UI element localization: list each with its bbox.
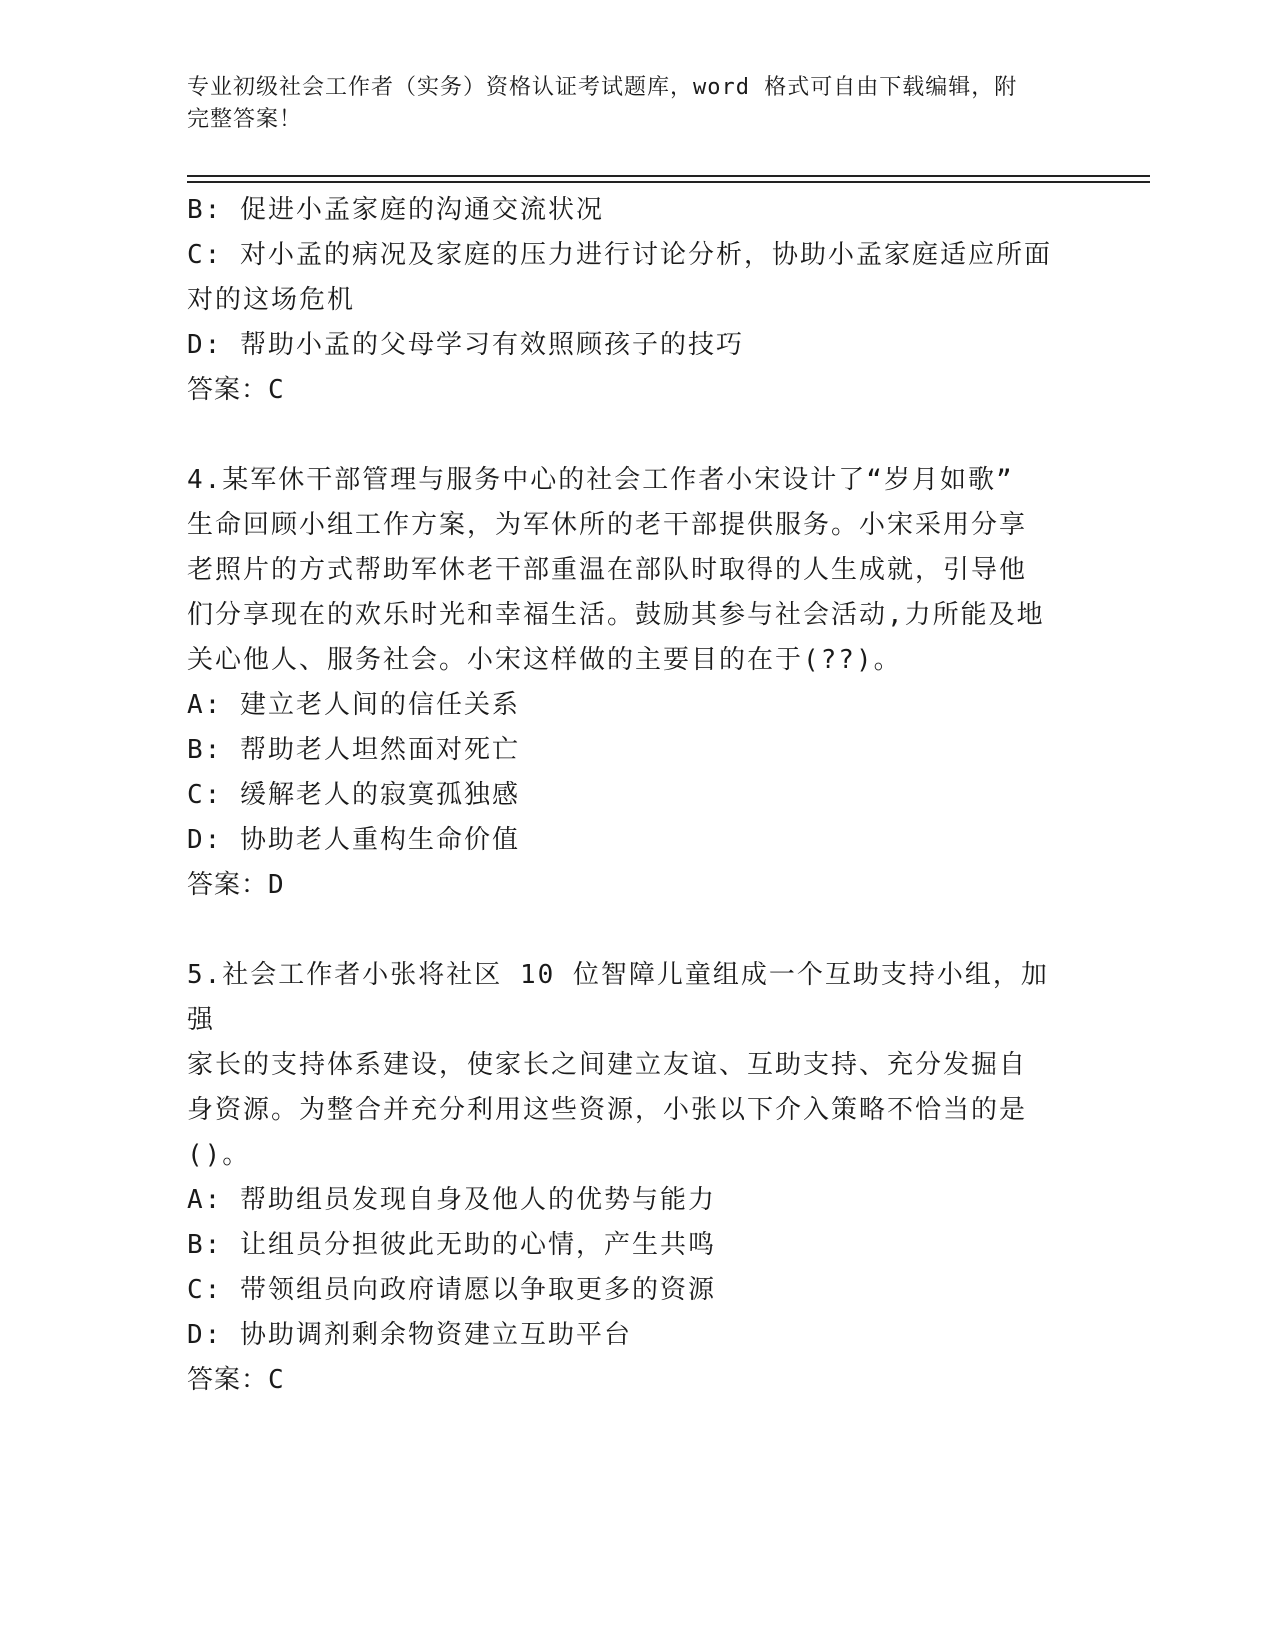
header-line-1: 专业初级社会工作者（实务）资格认证考试题库，word 格式可自由下载编辑，附 (187, 75, 1018, 100)
header-rule-bottom (187, 181, 1150, 183)
q3-option-c-line-1: C: 对小孟的病况及家庭的压力进行讨论分析，协助小孟家庭适应所面 (187, 240, 1052, 270)
q5-option-c: C: 带领组员向政府请愿以争取更多的资源 (187, 1275, 716, 1305)
q3-option-d: D: 帮助小孟的父母学习有效照顾孩子的技巧 (187, 330, 744, 360)
q4-option-a: A: 建立老人间的信任关系 (187, 690, 520, 720)
q4-answer: 答案：D (187, 870, 285, 900)
header-line-2: 完整答案！ (187, 107, 303, 132)
page-header (187, 72, 1067, 136)
q4-stem-line-3: 老照片的方式帮助军休老干部重温在部队时取得的人生成就，引导他 (187, 555, 1028, 585)
q5-option-d: D: 协助调剂剩余物资建立互助平台 (187, 1320, 632, 1350)
q5-stem-line-3: 身资源。为整合并充分利用这些资源，小张以下介入策略不恰当的是 (187, 1095, 1028, 1125)
q3-answer: 答案：C (187, 375, 285, 405)
q4-stem-line-1: 4.某军休干部管理与服务中心的社会工作者小宋设计了“岁月如歌” (187, 465, 1014, 495)
q4-option-b: B: 帮助老人坦然面对死亡 (187, 735, 520, 765)
q3-option-b: B: 促进小孟家庭的沟通交流状况 (187, 195, 604, 225)
question-5 (187, 953, 1067, 1403)
q4-stem-line-5: 关心他人、服务社会。小宋这样做的主要目的在于(??)。 (187, 645, 902, 675)
q4-stem-line-2: 生命回顾小组工作方案，为军休所的老干部提供服务。小宋采用分享 (187, 510, 1028, 540)
q4-option-c: C: 缓解老人的寂寞孤独感 (187, 780, 520, 810)
document-content (187, 188, 1067, 1403)
q4-stem-line-4: 们分享现在的欢乐时光和幸福生活。鼓励其参与社会活动,力所能及地 (187, 600, 1045, 630)
q5-stem-line-4: ()。 (187, 1140, 251, 1170)
q5-answer: 答案：C (187, 1365, 285, 1395)
spacer (187, 908, 1067, 953)
q3-option-c-line-2: 对的这场危机 (187, 285, 356, 315)
q5-option-a: A: 帮助组员发现自身及他人的优势与能力 (187, 1185, 716, 1215)
q4-option-d: D: 协助老人重构生命价值 (187, 825, 520, 855)
q5-stem-line-1: 5.社会工作者小张将社区 10 位智障儿童组成一个互助支持小组，加强 (187, 960, 1049, 1035)
question-4 (187, 458, 1067, 908)
header-rule-top (187, 175, 1150, 177)
spacer (187, 413, 1067, 458)
question-3 (187, 188, 1067, 413)
q5-option-b: B: 让组员分担彼此无助的心情，产生共鸣 (187, 1230, 716, 1260)
q5-stem-line-2: 家长的支持体系建设，使家长之间建立友谊、互助支持、充分发掘自 (187, 1050, 1028, 1080)
